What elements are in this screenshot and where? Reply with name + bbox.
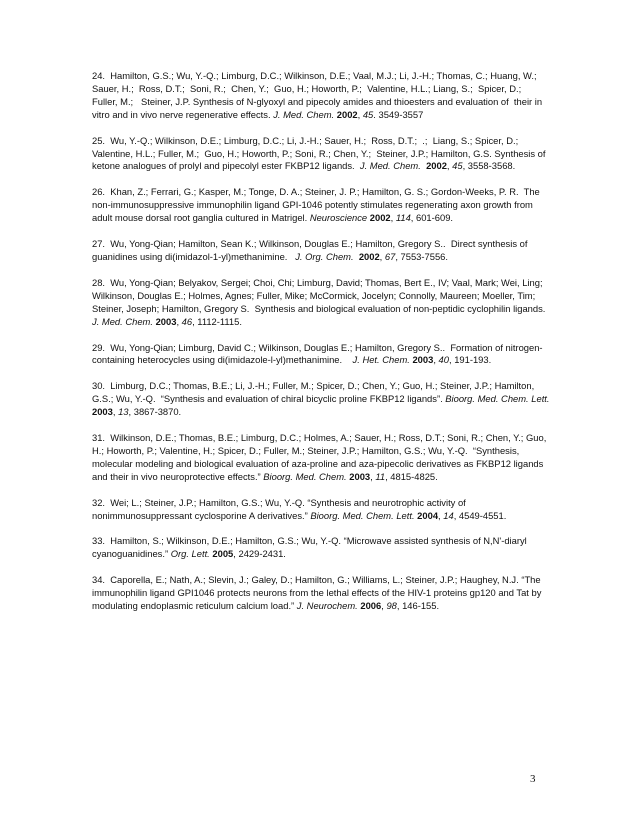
reference-segment: , 191-193. <box>448 354 492 366</box>
reference-segment: 2003 <box>155 315 177 327</box>
reference-segment: J. Med. Chem. <box>92 315 153 327</box>
reference-segment: , <box>370 470 376 482</box>
reference-segment: . 3549-3557 <box>373 108 424 120</box>
reference-segment: , <box>433 354 439 366</box>
reference-segment: 32. Wei; L.; Steiner, J.P.; Hamilton, G.S.; Wu, Y.-Q. “Synthesis and neurotrophic activity of nonimmunosuppressant cyclosporine A derivatives.” <box>92 496 469 521</box>
reference-segment: 27. Wu, Yong-Qian; Hamilton, Sean K.; Wilkinson, Douglas E.; Hamilton, Gregory S.. Direct synthesis of guanidines using di(imidazol-1-yl)methanimine. <box>92 238 531 262</box>
reference-24 <box>92 70 550 122</box>
reference-segment: 40 <box>438 354 449 366</box>
reference-segment: 24. Hamilton, G.S.; Wu, Y.-Q.; Limburg, D.C.; Wilkinson, D.E.; Vaal, M.J.; Li, J.-H.; Thomas, C.; Huang, W.; Sauer, H.; Ross, D.T.; Soni, R.; Chen, Y.; Guo, H.; Howorth, P.; Valentine, H.L.; Liang, S.; Spicer, D.; Fuller, M.; Steiner, J.P. Synthesis of N-glyoxyl and pipecoly amides and thioesters and evaluation of their in vitro and in vivo nerve regenerative effects. <box>92 70 545 120</box>
reference-segment: 2003 <box>349 470 371 482</box>
reference-segment: J. Neurochem. <box>296 600 358 612</box>
reference-segment: J. Org. Chem. <box>295 250 354 262</box>
reference-segment: Bioorg. Med. Chem. <box>263 470 347 482</box>
reference-segment: J. Het. Chem. <box>352 354 410 366</box>
reference-segment: 98 <box>386 600 397 612</box>
reference-segment: , <box>379 250 385 262</box>
reference-segment: Bioorg. Med. Chem. Lett. <box>310 509 415 521</box>
reference-segment: , <box>381 600 387 612</box>
reference-segment: 45 <box>362 108 374 120</box>
reference-26 <box>92 186 550 225</box>
reference-segment: 28. Wu, Yong-Qian; Belyakov, Sergei; Choi, Chi; Limburg, David; Thomas, Bert E., IV; Vaal, Mark; Wei, Ling; Wilkinson, Douglas E.; Holmes, Agnes; Fuller, Mike; McCormick, Jocelyn; Connolly, Maureen; Moeller, Tim; Steiner, Joseph; Hamilton, Gregory S. Synthesis and biological evaluation of non-peptidic cyclophilin ligands. <box>92 276 556 314</box>
reference-segment: 14 <box>443 509 454 521</box>
reference-segment: 30. Limburg, D.C.; Thomas, B.E.; Li, J.-H.; Fuller, M.; Spicer, D.; Chen, Y.; Guo, H.; Steiner, J.P.; Hamilton, G.S.; Wu, Y.-Q. “Synthesis and evaluation of chiral bicyclic proline FKBP12 ligands”. <box>92 380 537 405</box>
reference-segment: , 4549-4551. <box>453 509 507 521</box>
reference-segment: , <box>390 212 396 224</box>
reference-segment: , <box>438 509 444 521</box>
reference-segment: , 7553-7556. <box>395 250 448 262</box>
reference-segment: 2003 <box>92 406 113 418</box>
reference-segment: 45 <box>452 160 463 172</box>
reference-25 <box>92 135 550 174</box>
reference-segment: J. Med. Chem. <box>359 160 421 172</box>
reference-29 <box>92 342 550 368</box>
reference-segment: 2006 <box>360 600 382 612</box>
reference-30 <box>92 380 550 419</box>
reference-segment: 2002 <box>336 108 358 120</box>
reference-segment: 33. Hamilton, S.; Wilkinson, D.E.; Hamilton, G.S.; Wu, Y.-Q. “Microwave assisted synthesis of N,N'-diaryl cyanoguanidines.” <box>92 535 530 560</box>
reference-segment: 46 <box>181 315 193 327</box>
reference-segment: 13 <box>118 406 129 418</box>
reference-segment: , 4815-4825. <box>385 470 438 482</box>
reference-segment: 2002 <box>369 212 391 224</box>
page-number: 3 <box>530 773 536 785</box>
reference-segment: 2005 <box>212 548 234 560</box>
reference-34 <box>92 574 550 613</box>
reference-segment: 2002 <box>358 250 380 262</box>
reference-segment: 26. Khan, Z.; Ferrari, G.; Kasper, M.; Tonge, D. A.; Steiner, J. P.; Hamilton, G. S.; Gordon-Weeks, P. R. The non-immunosuppressive immunophilin ligand GPI-1046 potently stimulates regenerating axon growth from adult mouse dorsal root ganglia cultured in Matrigel. <box>92 186 543 224</box>
reference-27 <box>92 238 550 264</box>
reference-segment: J. Med. Chem. <box>273 108 335 120</box>
reference-32 <box>92 497 550 523</box>
reference-segment: , 3867-3870. <box>128 406 182 418</box>
reference-segment: 2003 <box>412 354 434 366</box>
reference-list <box>92 70 556 626</box>
reference-segment: 29. Wu, Yong-Qian; Limburg, David C.; Wilkinson, Douglas E.; Hamilton, Gregory S.. Formation of nitrogen-containing heterocycles using di(imidazole-l-yl)methanimine. <box>92 341 543 366</box>
reference-segment: 25. Wu, Y.-Q.; Wilkinson, D.E.; Limburg, D.C.; Li, J.-H.; Sauer, H.; Ross, D.T.; .; Liang, S.; Spicer, D.; Valentine, H.L.; Fuller, M.; Guo, H.; Howorth, P.; Soni, R.; Chen, Y.; Steiner, J.P.; Hamilton, G.S. Synthesis of ketone analogues of prolyl and pipecolyl ester FKBP12 ligands. <box>92 134 549 172</box>
reference-segment: Bioorg. Med. Chem. Lett. <box>445 393 550 405</box>
reference-segment: 34. Caporella, E.; Nath, A.; Slevin, J.; Galey, D.; Hamilton, G.; Williams, L.; Steiner, J.P.; Haughey, N.J. “The immunophilin ligand GPI1046 protects neurons from the lethal effects of the HIV-1 proteins gp120 and Tat by modulating endoplasmic reticulum calcium load.” <box>92 574 545 612</box>
reference-segment: , <box>357 108 363 120</box>
reference-segment: , 146-155. <box>396 600 440 612</box>
reference-segment: 2004 <box>417 509 439 521</box>
reference-segment <box>550 393 553 404</box>
reference-segment: 31. Wilkinson, D.E.; Thomas, B.E.; Limburg, D.C.; Holmes, A.; Sauer, H.; Ross, D.T.; Soni, R.; Chen, Y.; Guo, H.; Howorth, P.; Valentine, H.; Spicer, D.; Fuller, M.; Steiner, J.P.; Hamilton, G.S.; Wu, Y.-Q. “Synthesis, molecular modeling and biological evaluation of aza-proline and aza-pipecolic derivatives as FKBP12 ligands and their in vivo neuroprotective effects.” <box>92 432 549 482</box>
reference-segment: , 2429-2431. <box>233 548 286 560</box>
reference-31 <box>92 432 550 484</box>
reference-segment: Org. Lett. <box>170 548 210 560</box>
reference-segment: 114 <box>395 212 411 224</box>
reference-segment: Neuroscience <box>309 212 368 224</box>
reference-segment: , 601-609. <box>410 212 454 224</box>
reference-segment: 11 <box>375 470 386 482</box>
reference-segment: , 1112-1115. <box>192 315 242 327</box>
reference-segment: , <box>112 406 119 418</box>
reference-33 <box>92 535 550 561</box>
reference-segment: 67 <box>384 250 396 262</box>
reference-28 <box>92 276 556 329</box>
reference-segment: , <box>176 315 182 327</box>
reference-segment: 2002 <box>426 160 447 172</box>
reference-segment: , 3558-3568. <box>462 160 516 172</box>
reference-segment: , <box>446 160 453 172</box>
